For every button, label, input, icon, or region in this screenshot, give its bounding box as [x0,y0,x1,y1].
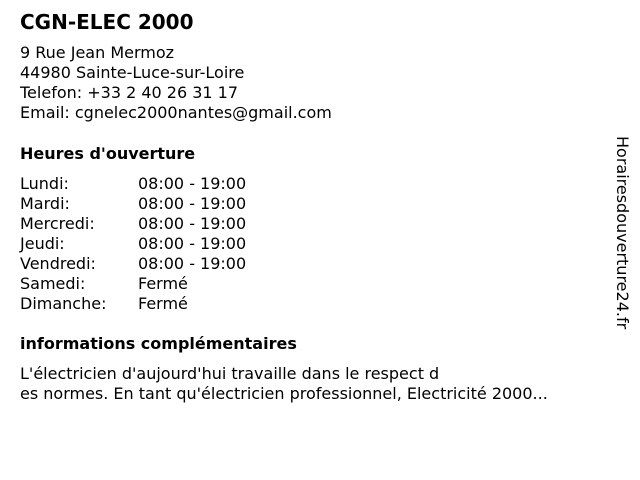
hours-row-friday [20,254,246,274]
day-hours: Fermé [138,274,188,293]
hours-row-sunday [20,294,246,314]
street-address: 9 Rue Jean Mermoz [20,43,175,62]
info-line: es normes. En tant qu'électricien professionnel, Electricité 2000... [20,384,548,403]
day-label: Vendredi: [20,254,96,273]
day-label: Dimanche: [20,294,107,313]
hours-row-monday [20,174,246,194]
city-address: 44980 Sainte-Luce-sur-Loire [20,63,245,82]
day-hours: 08:00 - 19:00 [138,234,247,253]
hours-row-saturday [20,274,246,294]
info-description [20,364,548,404]
day-label: Mercredi: [20,214,95,233]
day-hours: Fermé [138,294,188,313]
day-label: Jeudi: [20,234,65,253]
info-line: L'électricien d'aujourd'hui travaille dans le respect d [20,364,440,383]
email-line: Email: cgnelec2000nantes@gmail.com [20,103,332,122]
opening-hours-table [20,174,246,314]
business-name: CGN-ELEC 2000 [20,10,194,34]
site-watermark: Horairesdouverture24.fr [613,136,632,330]
hours-row-tuesday [20,194,246,214]
hours-row-thursday [20,234,246,254]
day-label: Samedi: [20,274,86,293]
day-hours: 08:00 - 19:00 [138,214,247,233]
phone-line: Telefon: +33 2 40 26 31 17 [20,83,239,102]
day-label: Lundi: [20,174,69,193]
hours-heading: Heures d'ouverture [20,144,196,163]
hours-row-wednesday [20,214,246,234]
day-hours: 08:00 - 19:00 [138,194,247,213]
day-hours: 08:00 - 19:00 [138,254,247,273]
business-contact [20,43,332,123]
info-heading: informations complémentaires [20,334,297,353]
day-label: Mardi: [20,194,70,213]
day-hours: 08:00 - 19:00 [138,174,247,193]
